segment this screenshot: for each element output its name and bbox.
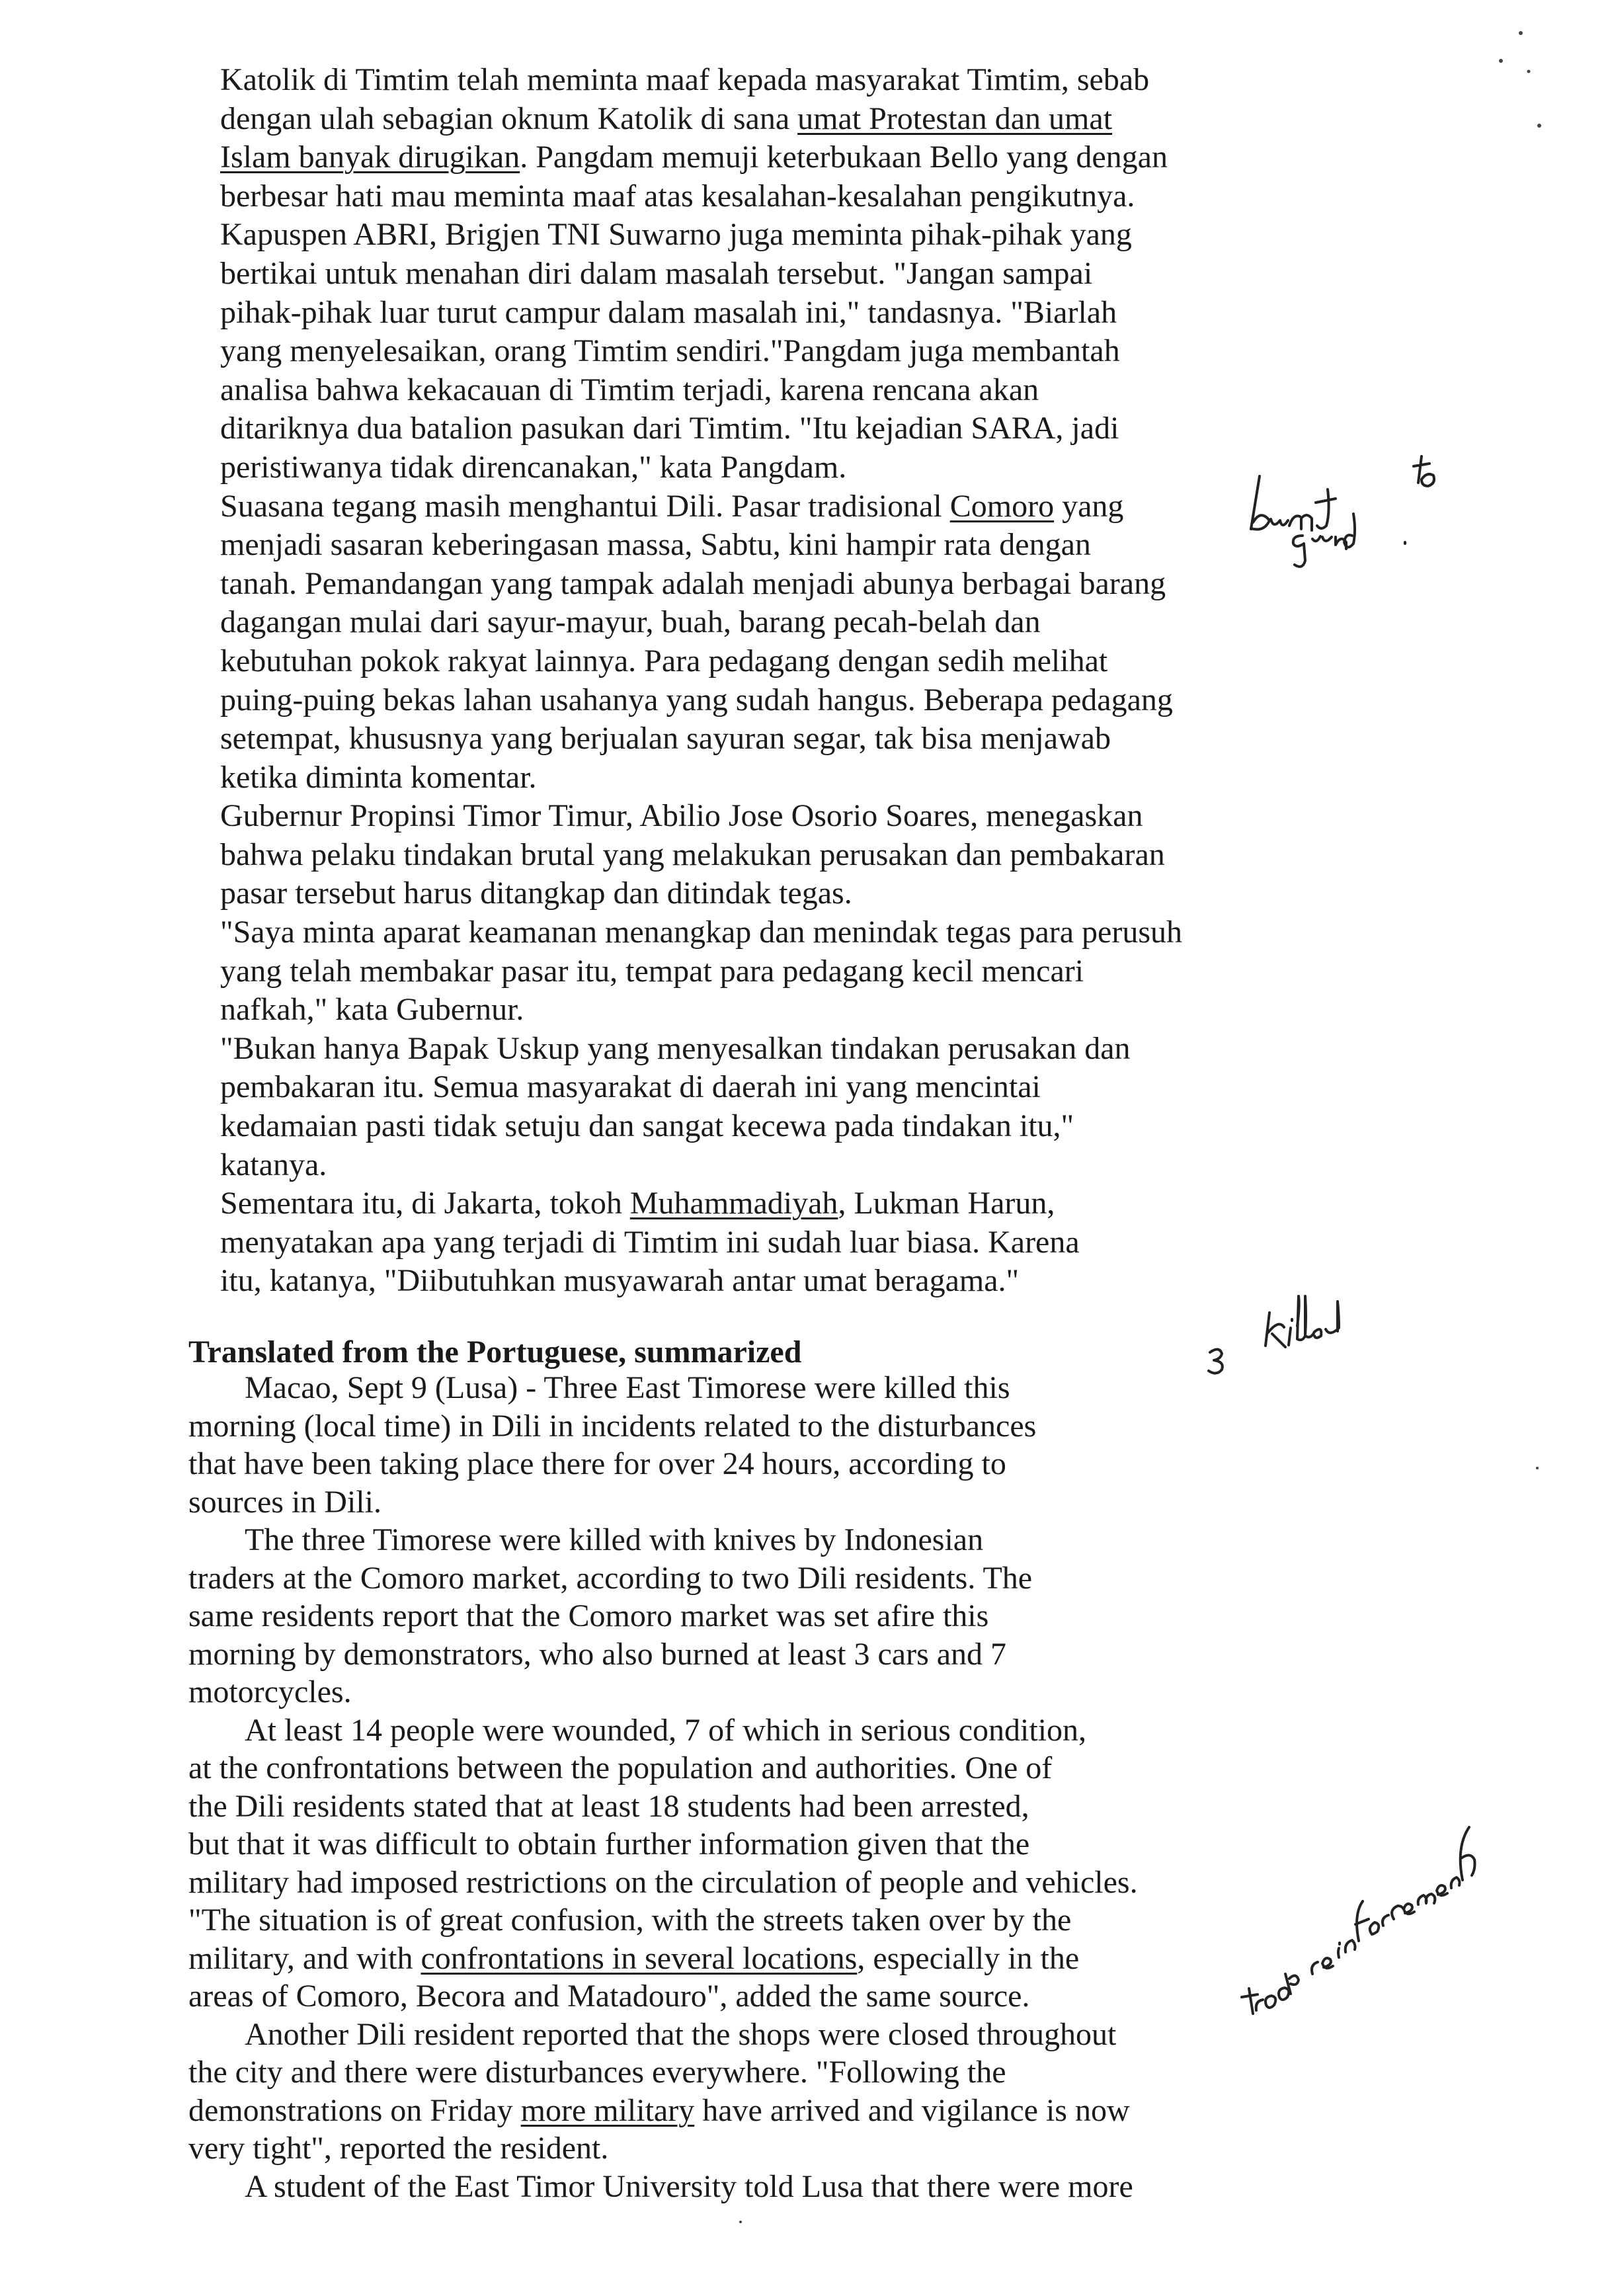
text-line: Macao, Sept 9 (Lusa) - Three East Timorese were killed this	[245, 1370, 1010, 1405]
text-line: at the confrontations between the population and authorities. One of	[188, 1750, 1053, 1785]
text-line: kedamaian pasti tidak setuju dan sangat kecewa pada tindakan itu,"	[220, 1108, 1074, 1144]
scan-speck	[1519, 31, 1523, 35]
text-line: but that it was difficult to obtain further information given that the	[188, 1826, 1030, 1862]
text-line: morning (local time) in Dili in incidents related to the disturbances	[188, 1408, 1037, 1444]
text-line: ketika diminta komentar.	[220, 759, 537, 795]
text-line: military, and with confrontations in several locations, especially in the	[188, 1940, 1080, 1976]
text-line: A student of the East Timor University told Lusa that there were more	[245, 2168, 1133, 2204]
text-line: morning by demonstrators, who also burned at least 3 cars and 7	[188, 1636, 1007, 1672]
text-line: traders at the Comoro market, according to two Dili residents. The	[188, 1560, 1033, 1596]
scan-speck	[1537, 124, 1541, 128]
text-line: Suasana tegang masih menghantui Dili. Pasar tradisional Comoro yang	[220, 488, 1124, 524]
scan-speck	[1499, 59, 1503, 63]
scan-speck	[1536, 1467, 1539, 1469]
text-line: "The situation is of great confusion, with the streets taken over by the	[188, 1903, 1072, 1938]
text-line: "Saya minta aparat keamanan menangkap dan menindak tegas para perusuh	[220, 915, 1183, 950]
underlined-phrase: umat Protestan dan umat	[797, 101, 1113, 136]
text-line: areas of Comoro, Becora and Matadouro", added the same source.	[188, 1979, 1030, 2014]
text-line: bertikai untuk menahan diri dalam masalah tersebut. "Jangan sampai	[220, 255, 1093, 291]
text-line: analisa bahwa kekacauan di Timtim terjadi, karena rencana akan	[220, 372, 1039, 407]
text-line: demonstrations on Friday more military have arrived and vigilance is now	[188, 2092, 1130, 2128]
text-line: sources in Dili.	[188, 1484, 382, 1520]
text-line: Katolik di Timtim telah meminta maaf kepada masyarakat Timtim, sebab	[220, 62, 1150, 97]
text-line: yang telah membakar pasar itu, tempat para pedagang kecil mencari	[220, 953, 1084, 989]
section-heading: Translated from the Portuguese, summarized	[188, 1334, 802, 1370]
text-line: katanya.	[220, 1147, 327, 1182]
text-line: setempat, khususnya yang berjualan sayuran segar, tak bisa menjawab	[220, 721, 1111, 757]
underlined-phrase: more military	[520, 2092, 695, 2128]
text-line: Sementara itu, di Jakarta, tokoh Muhammadiyah, Lukman Harun,	[220, 1186, 1055, 1221]
text-line: pasar tersebut harus ditangkap dan ditindak tegas.	[220, 876, 852, 911]
handwritten-note-troop-reinforcement	[1242, 1827, 1475, 2014]
text-line: "Bukan hanya Bapak Uskup yang menyesalkan tindakan perusakan dan	[220, 1030, 1131, 1066]
text-line: menyatakan apa yang terjadi di Timtim ini sudah luar biasa. Karena	[220, 1224, 1080, 1260]
text-line: the city and there were disturbances everywhere. "Following the	[188, 2055, 1006, 2090]
underlined-phrase: Muhammadiyah	[629, 1186, 838, 1221]
text-line: very tight", reported the resident.	[188, 2131, 609, 2166]
text-line: ditariknya dua batalion pasukan dari Timtim. "Itu kejadian SARA, jadi	[220, 411, 1119, 446]
text-line: itu, katanya, "Diibutuhkan musyawarah antar umat beragama."	[220, 1263, 1020, 1299]
text-line: yang menyelesaikan, orang Timtim sendiri."Pangdam juga membantah	[220, 333, 1120, 369]
text-line: The three Timorese were killed with knives by Indonesian	[245, 1522, 984, 1557]
handwritten-note-burnt-to-ground	[1251, 456, 1434, 567]
underlined-phrase: confrontations in several locations	[421, 1940, 858, 1976]
scan-speck	[1527, 70, 1531, 73]
text-line: same residents report that the Comoro market was set afire this	[188, 1598, 989, 1633]
text-line: Kapuspen ABRI, Brigjen TNI Suwarno juga meminta pihak-pihak yang	[220, 217, 1132, 253]
text-line: nafkah," kata Gubernur.	[220, 992, 524, 1028]
text-line: pihak-pihak luar turut campur dalam masalah ini," tandasnya. "Biarlah	[220, 294, 1117, 330]
text-line: Gubernur Propinsi Timor Timur, Abilio Jose Osorio Soares, menegaskan	[220, 798, 1143, 834]
text-line: that have been taking place there for over 24 hours, according to	[188, 1446, 1006, 1481]
text-line: Islam banyak dirugikan. Pangdam memuji keterbukaan Bello yang dengan	[220, 140, 1168, 175]
text-line: motorcycles.	[188, 1674, 352, 1709]
text-line: dengan ulah sebagian oknum Katolik di sana umat Protestan dan umat	[220, 101, 1113, 136]
text-line: pembakaran itu. Semua masyarakat di daerah ini yang mencintai	[220, 1069, 1041, 1105]
text-line: dagangan mulai dari sayur-mayur, buah, barang pecah-belah dan	[220, 604, 1041, 640]
text-line: Another Dili resident reported that the shops were closed throughout	[245, 2016, 1117, 2052]
text-line: military had imposed restrictions on the circulation of people and vehicles.	[188, 1864, 1138, 1900]
text-line: menjadi sasaran keberingasan massa, Sabtu, kini hampir rata dengan	[220, 527, 1091, 563]
underlined-phrase: Comoro	[949, 488, 1055, 524]
underlined-phrase: Islam banyak dirugikan	[220, 140, 520, 175]
text-line: peristiwanya tidak direncanakan," kata Pangdam.	[220, 449, 847, 485]
text-line: puing-puing bekas lahan usahanya yang sudah hangus. Beberapa pedagang	[220, 682, 1173, 718]
text-line: kebutuhan pokok rakyat lainnya. Para pedagang dengan sedih melihat	[220, 643, 1108, 678]
text-line: the Dili residents stated that at least 18 students had been arrested,	[188, 1788, 1029, 1824]
text-line: bahwa pelaku tindakan brutal yang melakukan perusakan dan pembakaran	[220, 837, 1165, 872]
text-line: berbesar hati mau meminta maaf atas kesalahan-kesalahan pengikutnya.	[220, 178, 1135, 214]
handwritten-note-3-killed	[1209, 1296, 1339, 1374]
text-line: tanah. Pemandangan yang tampak adalah menjadi abunya berbagai barang	[220, 565, 1166, 601]
text-line: At least 14 people were wounded, 7 of which in serious condition,	[245, 1712, 1087, 1748]
scan-speck	[739, 2221, 742, 2223]
